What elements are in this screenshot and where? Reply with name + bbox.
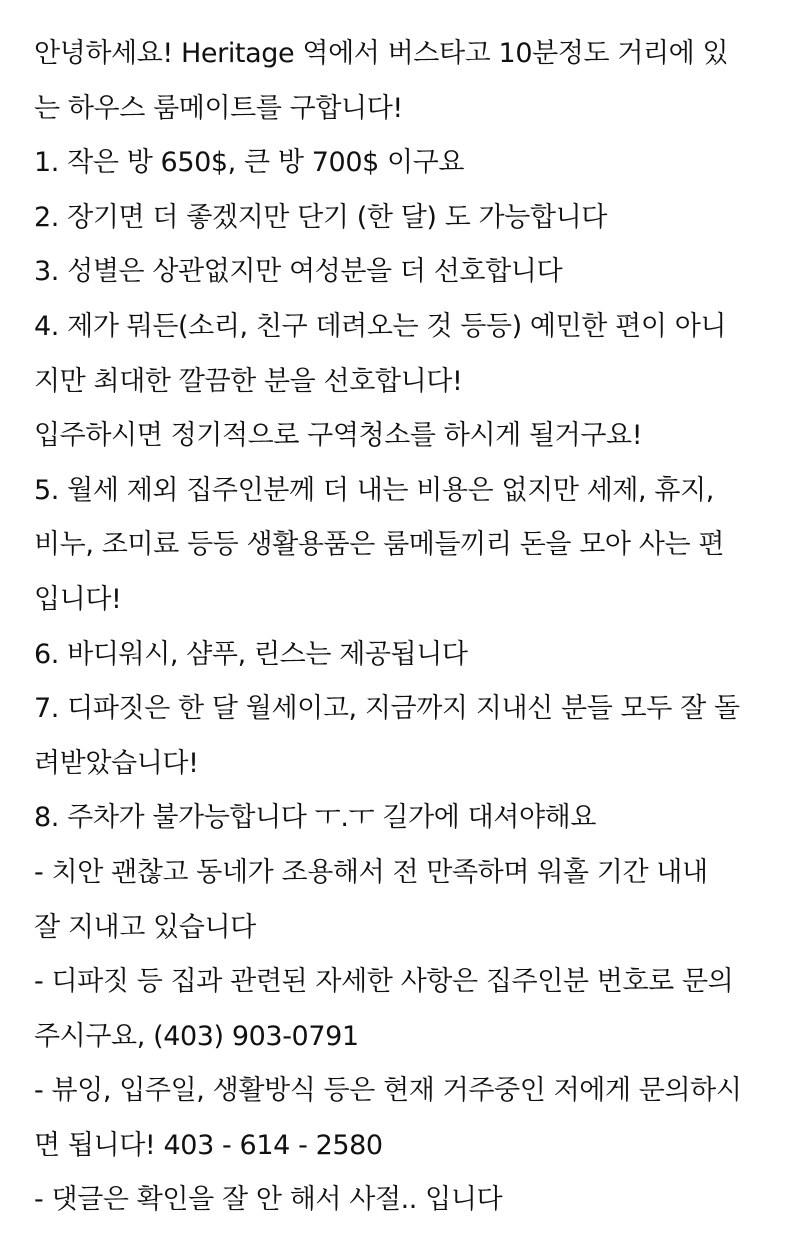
post-line-17: 잘 지내고 있습니다 [34,911,256,943]
post-line-4: 2. 장기면 더 좋겠지만 단기 (한 달) 도 가능합니다 [34,201,607,233]
post-line-7: 지만 최대한 깔끔한 분을 선호합니다! [34,365,463,397]
post-line-9: 5. 월세 제외 집주인분께 더 내는 비용은 없지만 세제, 휴지, [34,474,714,506]
post-line-21: 면 됩니다! 403 - 614 - 2580 [34,1129,383,1161]
post-line-2: 는 하우스 룸메이트를 구합니다! [34,92,403,124]
post-line-6: 4. 제가 뭐든(소리, 친구 데려오는 것 등등) 예민한 편이 아니 [34,310,727,342]
post-line-15: 8. 주차가 불가능합니다 ㅜ.ㅜ 길가에 대셔야해요 [34,802,597,834]
post-line-8: 입주하시면 정기적으로 구역청소를 하시게 될거구요! [34,420,643,452]
post-line-20: - 뷰잉, 입주일, 생활방식 등은 현재 거주중인 저에게 문의하시 [34,1075,742,1107]
post-line-3: 1. 작은 방 650$, 큰 방 700$ 이구요 [34,147,465,179]
post-body [34,27,794,1228]
post-line-11: 입니다! [34,583,122,615]
post-line-14: 려받았습니다! [34,747,199,779]
post-line-18: - 디파짓 등 집과 관련된 자세한 사항은 집주인분 번호로 문의 [34,966,734,998]
post-line-22: - 댓글은 확인을 잘 안 해서 사절.. 입니다 [34,1184,503,1216]
post-line-16: - 치안 괜찮고 동네가 조용해서 전 만족하며 워홀 기간 내내 [34,856,708,888]
post-line-12: 6. 바디워시, 샴푸, 린스는 제공됩니다 [34,638,468,670]
post-line-10: 비누, 조미료 등등 생활용품은 룸메들끼리 돈을 모아 사는 편 [34,529,725,561]
post-line-5: 3. 성별은 상관없지만 여성분을 더 선호합니다 [34,256,563,288]
post-line-13: 7. 디파짓은 한 달 월세이고, 지금까지 지내신 분들 모두 잘 돌 [34,693,740,725]
post-line-1: 안녕하세요! Heritage 역에서 버스타고 10분정도 거리에 있 [34,38,729,69]
post-line-19: 주시구요, (403) 903-0791 [34,1020,359,1052]
